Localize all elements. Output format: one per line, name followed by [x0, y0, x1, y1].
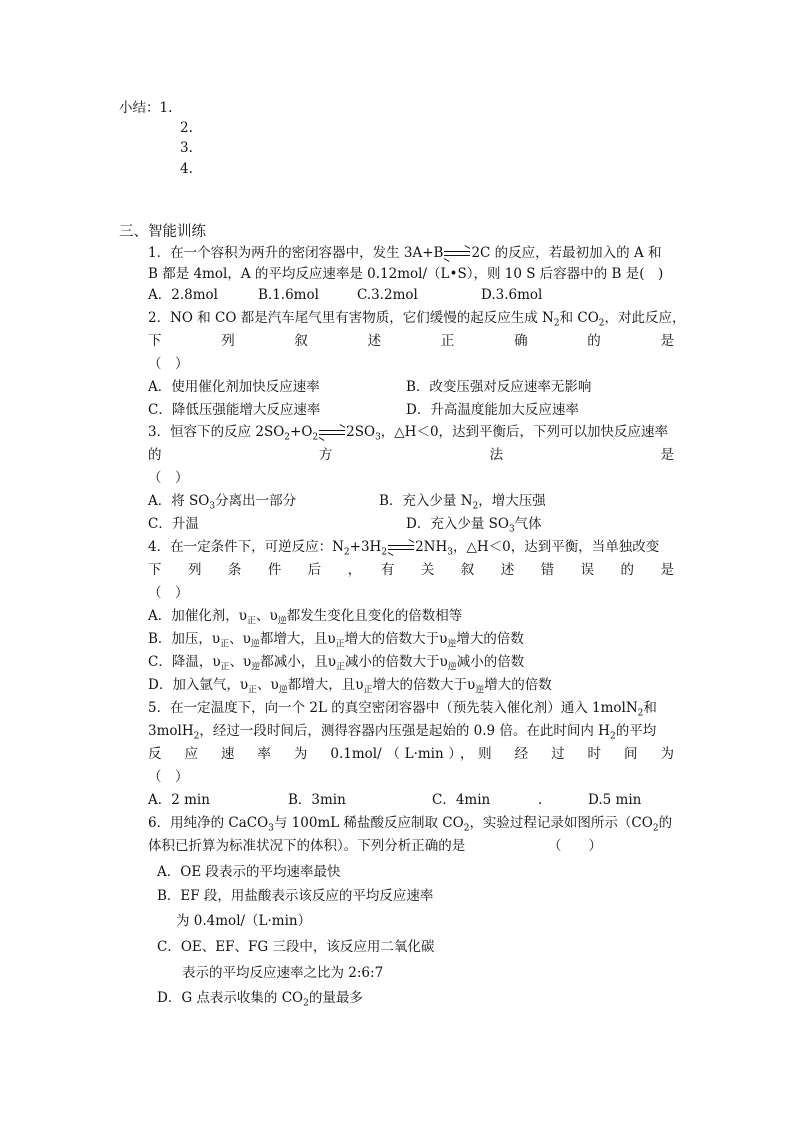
q2-option-a: A．使用催化剂加快反应速率	[148, 379, 320, 395]
q3-option-b: B．充入少量 $N_2$，增大压强	[379, 493, 546, 512]
q6-stem-line1: 6．用纯净的 CaCO$_3$与 100mL 稀盐酸反应制取 $CO_2$，实验过程记录如图所示（$CO_2$的	[148, 815, 673, 834]
q4-option-a: A．加催化剂，$\upsilon_正$、$\upsilon_逆$都发生变化且变化的倍数相等	[148, 608, 463, 627]
reversible-arrow-icon	[444, 250, 470, 258]
q6-stem-line2: 体积已折算为标准状况下的体积）。下列分析正确的是	[148, 838, 466, 854]
q5-option-b: B．3min	[288, 792, 346, 808]
q3-stem-blank: （ ）	[148, 470, 189, 486]
q1-option-c: C.3.2mol	[357, 287, 418, 303]
q3-stem-line2: 的 方 法 是	[148, 447, 674, 463]
q4-option-b: B．加压，$\upsilon_正$、$\upsilon_逆$都增大，且$\upsilon_正$增大的倍数大于$\upsilon_逆$增大的倍数	[148, 631, 524, 650]
q1-option-a: A．2.8mol	[148, 287, 218, 303]
q2-stem-blank: （ ）	[148, 356, 189, 372]
q3-option-a: A．将 $SO_3$分离出一部分	[148, 493, 297, 512]
q6-option-c: C．OE、EF、FG 三段中，该反应用二氧化碳	[157, 939, 435, 955]
q2-stem-line2: 下 列 叙 述 正 确 的 是	[148, 333, 674, 349]
q1-option-b: B.1.6mol	[258, 287, 319, 303]
q5-stem-blank: （ ）	[148, 769, 189, 785]
section-title: 三、智能训练	[119, 224, 206, 240]
q5-option-d: D.5 min	[588, 792, 642, 808]
q2-option-c: C．降低压强能增大反应速率	[148, 402, 321, 418]
q2-option-b: B．改变压强对反应速率无影响	[406, 379, 592, 395]
q5-option-dot: .	[538, 792, 543, 808]
q5-stem-line1: 5．在一定温度下，向一个 2L 的真空密闭容器中（预先装入催化剂）通入 1molN$_2$和	[148, 700, 657, 719]
summary-item-2: 2.	[180, 120, 193, 136]
q6-option-b: B．EF 段，用盐酸表示该反应的平均反应速率	[157, 888, 434, 904]
q6-stem-blank: （ ）	[548, 838, 602, 854]
q6-option-c-cont: 表示的平均反应速率之比为 2:6:7	[182, 965, 384, 981]
q5-stem-line2: 3molH$_2$，经过一段时间后，测得容器内压强是起始的 0.9 倍。在此时间内 $H_2$的平均	[148, 723, 657, 742]
q4-option-d: D．加入氩气，$\upsilon_正$、$\upsilon_逆$都增大，且$\upsilon_正$增大的倍数大于$\upsilon_逆$增大的倍数	[148, 677, 552, 696]
q2-stem-line1: 2．NO 和 CO 都是汽车尾气里有害物质，它们缓慢的起反应生成 $N_2$和 $CO_2$，对此反应，	[148, 310, 686, 329]
q4-stem-line1: 4．在一定条件下，可逆反应：$N_2+3H_2$ $2NH_3$，△H＜0，达到平衡，当单独改变	[148, 539, 660, 558]
q6-option-b-cont: 为 0.4mol/（L·min）	[176, 913, 312, 929]
q3-option-c: C．升温	[148, 516, 199, 532]
q5-option-c: C．4min	[432, 792, 491, 808]
q1-stem-line1: 1．在一个容积为两升的密闭容器中，发生 3A+B 2C 的反应，若最初加入的 A 和	[148, 245, 662, 261]
q6-option-d: D．G 点表示收集的 $CO_2$的量最多	[157, 990, 363, 1009]
q1-stem-line2: B 都是 4mol，A 的平均反应速率是 0.12mol/（L•S），则 10 S 后容器中的 B 是( )	[148, 266, 664, 282]
q5-option-a: A．2 min	[148, 792, 210, 808]
summary-label: 小结：1.	[119, 100, 173, 116]
q5-stem-line3: 反 应 速 率 为 0.1mol/（L·min），则 经 过 时 间 为	[148, 746, 674, 762]
q4-option-c: C．降温，$\upsilon_正$、$\upsilon_逆$都减小，且$\upsilon_正$减小的倍数大于$\upsilon_逆$减小的倍数	[148, 654, 525, 673]
q2-option-d: D．升高温度能加大反应速率	[406, 402, 579, 418]
q3-stem-line1: 3．恒容下的反应 $2SO_2+O_2$ $2SO_3$，△H＜0，达到平衡后，下列可以加快反应速率	[148, 424, 669, 443]
reversible-arrow-icon	[388, 544, 414, 552]
q3-option-d: D．充入少量 $SO_3$气体	[406, 516, 542, 535]
q4-stem-line2: 下 列 条 件 后 ， 有 关 叙 述 错 误 的 是	[148, 562, 674, 578]
q4-stem-blank: （ ）	[148, 585, 189, 601]
summary-item-3: 3.	[180, 140, 193, 156]
summary-item-4: 4.	[180, 161, 193, 177]
q1-option-d: D.3.6mol	[481, 287, 543, 303]
q6-option-a: A．OE 段表示的平均速率最快	[157, 864, 341, 880]
reversible-arrow-icon	[319, 429, 345, 437]
